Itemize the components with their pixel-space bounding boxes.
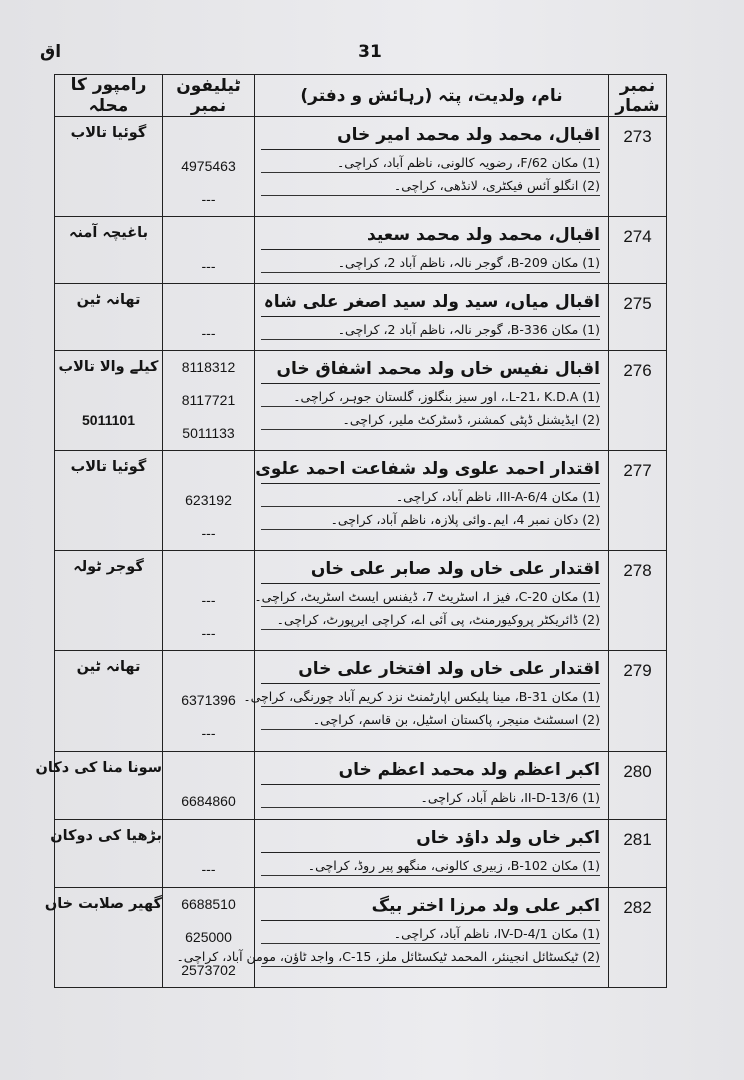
entry-phones bbox=[163, 451, 255, 551]
entry-name: اقبال میاں، سید ولد سید اصغر علی شاہ bbox=[261, 290, 600, 317]
phone-number: 623192 bbox=[185, 492, 232, 508]
entry-serial: 274 bbox=[609, 217, 667, 284]
entry-phones bbox=[163, 284, 255, 351]
phone-number bbox=[163, 217, 254, 250]
area-name: سونا منا کی دکان bbox=[35, 760, 162, 776]
entry-address: (2) ٹیکسٹائل انجینئر، المحمد ٹیکسٹائل ملز، C-15، واجد ٹاؤن، مومن آباد، کراچی۔ bbox=[261, 948, 600, 967]
entry-name: اکبر علی ولد مرزا اختر بیگ bbox=[261, 894, 600, 921]
corner-label: اق bbox=[40, 42, 62, 62]
area-name: تھانہ ٹین bbox=[76, 292, 141, 308]
entry-serial: 276 bbox=[609, 351, 667, 451]
entry-serial: 279 bbox=[609, 651, 667, 752]
entry-phones bbox=[163, 351, 255, 451]
entry-address: (2) انگلو آئس فیکٹری، لانڈھی، کراچی۔ bbox=[261, 177, 600, 196]
entry-serial: 278 bbox=[609, 551, 667, 651]
entry-details bbox=[255, 752, 609, 820]
phone-number: --- bbox=[201, 258, 216, 274]
entry-serial: 281 bbox=[609, 820, 667, 888]
area-name: بڑھیا کی دوکان bbox=[50, 828, 162, 844]
entry-area bbox=[35, 752, 163, 820]
table-row bbox=[55, 217, 667, 284]
entry-details bbox=[243, 651, 609, 752]
entry-address: (1) L-21، K.D.A.، اور سیز بنگلوز، گلستان جوہر، کراچی۔ bbox=[261, 388, 600, 407]
area-name: باغیچہ آمنہ bbox=[68, 225, 149, 241]
entry-address: (1) مکان B-209، گوجر نالہ، ناظم آباد 2، کراچی۔ bbox=[261, 254, 600, 273]
entry-address: (1) مکان B-31، مینا پلیکس اپارٹمنٹ نزد کریم آباد چورنگی، کراچی۔ bbox=[261, 688, 600, 707]
entry-details bbox=[255, 551, 609, 651]
directory-table bbox=[35, 74, 667, 988]
phone-number: 8118312 bbox=[181, 359, 236, 375]
area-name: گوئیا تالاب bbox=[70, 459, 147, 475]
table-row bbox=[55, 451, 667, 551]
phone-number bbox=[163, 551, 254, 584]
page-number: 31 bbox=[358, 42, 382, 62]
entry-area bbox=[55, 551, 163, 651]
entry-address: (2) ڈائریکٹر پروکیورمنٹ، پی آئی اے، کراچی ایرپورٹ، کراچی۔ bbox=[261, 611, 600, 630]
phone-number: --- bbox=[201, 725, 216, 741]
entry-area bbox=[55, 217, 163, 284]
table-row bbox=[55, 351, 667, 451]
phone-number: --- bbox=[201, 861, 216, 877]
entry-name: اقبال نفیس خاں ولد محمد اشفاق خاں bbox=[261, 357, 600, 384]
entry-serial: 273 bbox=[609, 117, 667, 217]
entry-phones bbox=[163, 888, 255, 988]
entry-phones bbox=[163, 117, 255, 217]
table-row bbox=[55, 117, 667, 217]
phone-number bbox=[163, 117, 254, 150]
entry-serial: 275 bbox=[609, 284, 667, 351]
area-name: گوجر ٹولہ bbox=[73, 559, 144, 575]
entry-details bbox=[255, 284, 609, 351]
table-row bbox=[55, 551, 667, 651]
phone-number: --- bbox=[201, 191, 216, 207]
phone-number bbox=[163, 451, 254, 484]
entry-serial: 280 bbox=[609, 752, 667, 820]
entry-phones bbox=[163, 651, 255, 752]
entry-address: (1) مکان F/62، رضویہ کالونی، ناظم آباد، کراچی۔ bbox=[261, 154, 600, 173]
entry-area bbox=[55, 117, 163, 217]
entry-details bbox=[255, 217, 609, 284]
entry-address: (1) مکان C-20، فیز I، اسٹریٹ 7، ڈیفنس ایسٹ اسٹریٹ، کراچی۔ bbox=[261, 588, 600, 607]
entry-name: اقتدار احمد علوی ولد شفاعت احمد علوی bbox=[261, 457, 600, 484]
phone-number: --- bbox=[201, 525, 216, 541]
column-header-area: رامپور کا محلہ bbox=[55, 75, 163, 117]
entry-serial: 277 bbox=[609, 451, 667, 551]
entry-name: اقبال، محمد ولد محمد سعید bbox=[261, 223, 600, 250]
table-row bbox=[55, 888, 667, 988]
entry-area bbox=[50, 820, 163, 888]
entry-area bbox=[55, 451, 163, 551]
entry-details bbox=[255, 451, 609, 551]
entry-phones bbox=[163, 217, 255, 284]
phone-number: --- bbox=[201, 592, 216, 608]
table-row bbox=[55, 651, 667, 752]
phone-number bbox=[163, 651, 254, 684]
entry-phones bbox=[163, 551, 255, 651]
area-name: تھانہ ٹین bbox=[76, 659, 141, 675]
phone-number: 6688510 bbox=[181, 896, 236, 912]
entry-phones bbox=[163, 752, 255, 820]
phone-number: --- bbox=[201, 625, 216, 641]
column-header-name: نام، ولدیت، پتہ (رہائش و دفتر) bbox=[255, 75, 609, 117]
entry-name: اکبر خاں ولد داؤد خاں bbox=[261, 826, 600, 853]
phone-number bbox=[163, 752, 254, 785]
phone-number: --- bbox=[201, 325, 216, 341]
entry-address: (2) ایڈیشنل ڈپٹی کمشنر، ڈسٹرکٹ ملیر، کراچی۔ bbox=[261, 411, 600, 430]
area-name: گوئیا تالاب bbox=[70, 125, 147, 141]
entry-address: (1) II-D-13/6، ناظم آباد، کراچی۔ bbox=[261, 789, 600, 808]
phone-number: 6371396 bbox=[181, 692, 236, 708]
phone-number: 4975463 bbox=[181, 158, 236, 174]
entry-name: اقبال، محمد ولد محمد امیر خاں bbox=[261, 123, 600, 150]
area-name: گھیر صلابت خاں bbox=[44, 896, 162, 912]
phone-number: 8117721 bbox=[181, 392, 236, 408]
entry-address: (1) مکان IV-D-4/1، ناظم آباد، کراچی۔ bbox=[261, 925, 600, 944]
entry-serial: 282 bbox=[609, 888, 667, 988]
entry-area bbox=[55, 284, 163, 351]
entry-details bbox=[255, 351, 609, 451]
area-name: کیلے والا تالاب bbox=[58, 359, 159, 375]
phone-number bbox=[163, 284, 254, 317]
phone-number bbox=[163, 820, 254, 853]
table-row bbox=[55, 752, 667, 820]
entry-address: (2) اسسٹنٹ منیجر، پاکستان اسٹیل، بن قاسم، کراچی۔ bbox=[261, 711, 600, 730]
entry-address: (2) دکان نمبر 4، ایم۔وائی پلازہ، ناظم آباد، کراچی۔ bbox=[261, 511, 600, 530]
table-header-row bbox=[55, 75, 667, 117]
table-row bbox=[55, 820, 667, 888]
entry-name: اقتدار علی خاں ولد افتخار علی خاں bbox=[261, 657, 600, 684]
entry-address: (1) مکان B-102، زبیری کالونی، منگھو پیر روڈ، کراچی۔ bbox=[261, 857, 600, 876]
phone-number: 5011133 bbox=[182, 425, 235, 441]
entry-details bbox=[255, 117, 609, 217]
entry-name: اکبر اعظم ولد محمد اعظم خاں bbox=[261, 758, 600, 785]
phone-number: 6684860 bbox=[181, 793, 236, 809]
extra-phone-number: 5011101 bbox=[82, 412, 135, 428]
phone-number: 625000 bbox=[185, 929, 232, 945]
phone-number: 2573702 bbox=[181, 962, 236, 978]
entry-name: اقتدار علی خاں ولد صابر علی خاں bbox=[261, 557, 600, 584]
entry-area bbox=[55, 651, 163, 752]
entry-phones bbox=[163, 820, 255, 888]
entry-address: (1) مکان III-A-6/4، ناظم آباد، کراچی۔ bbox=[261, 488, 600, 507]
column-header-phone: ٹیلیفون نمبر bbox=[163, 75, 255, 117]
column-header-serial: نمبر شمار bbox=[609, 75, 667, 117]
entry-area bbox=[55, 351, 163, 451]
entry-details bbox=[255, 820, 609, 888]
table-row bbox=[55, 284, 667, 351]
entry-address: (1) مکان B-336، گوجر نالہ، ناظم آباد 2، کراچی۔ bbox=[261, 321, 600, 340]
entry-area bbox=[44, 888, 163, 988]
